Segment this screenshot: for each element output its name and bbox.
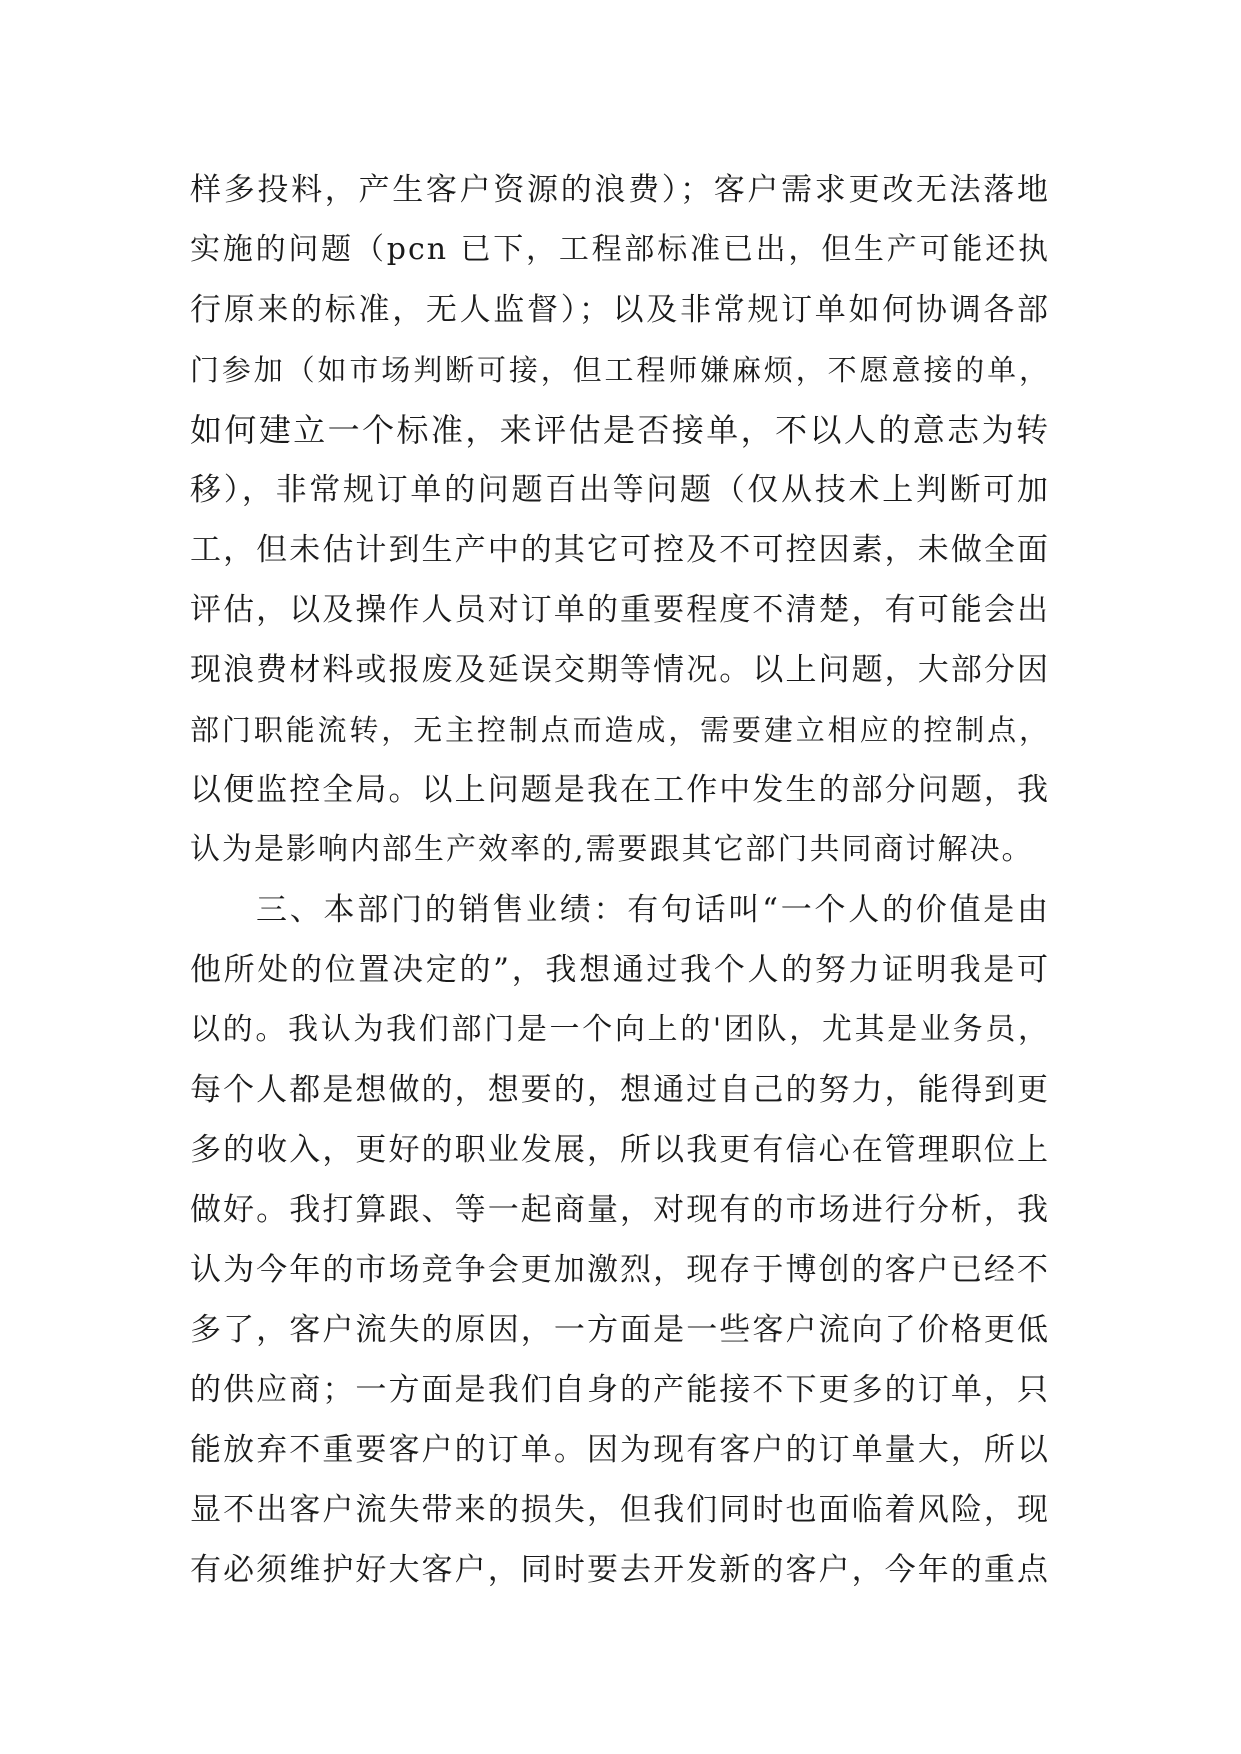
text-line: 显不出客户流失带来的损失，但我们同时也面临着风险，现 — [190, 1492, 1050, 1528]
text-line: 有必须维护好大客户，同时要去开发新的客户，今年的重点 — [190, 1552, 1050, 1588]
text-line: 工，但未估计到生产中的其它可控及不可控因素，未做全面 — [190, 532, 1050, 568]
section-heading-line: 三、本部门的销售业绩：有句话叫“一个人的价值是由 — [256, 892, 1050, 928]
text-line: 部门职能流转，无主控制点而造成，需要建立相应的控制点， — [190, 713, 1050, 747]
text-line: 多了，客户流失的原因，一方面是一些客户流向了价格更低 — [190, 1312, 1050, 1348]
text-line: 门参加（如市场判断可接，但工程师嫌麻烦，不愿意接的单， — [190, 353, 1050, 387]
text-line: 移），非常规订单的问题百出等问题（仅从技术上判断可加 — [190, 472, 1050, 508]
document-body — [190, 160, 1050, 1600]
text-line: 行原来的标准，无人监督）；以及非常规订单如何协调各部 — [190, 292, 1050, 328]
text-line: 他所处的位置决定的”，我想通过我个人的努力证明我是可 — [190, 952, 1050, 988]
text-line: 认为是影响内部生产效率的,需要跟其它部门共同商讨解决。 — [190, 832, 1034, 867]
text-line: 评估，以及操作人员对订单的重要程度不清楚，有可能会出 — [190, 592, 1050, 628]
text-line: 多的收入，更好的职业发展，所以我更有信心在管理职位上 — [190, 1132, 1050, 1168]
text-line: 每个人都是想做的，想要的，想通过自己的努力，能得到更 — [190, 1072, 1050, 1108]
text-line: 实施的问题（pcn 已下，工程部标准已出，但生产可能还执 — [190, 232, 1050, 267]
text-line: 现浪费材料或报废及延误交期等情况。以上问题，大部分因 — [190, 652, 1050, 688]
text-line: 以便监控全局。以上问题是我在工作中发生的部分问题，我 — [190, 772, 1050, 808]
text-line: 认为今年的市场竞争会更加激烈，现存于博创的客户已经不 — [190, 1252, 1050, 1288]
text-line: 的供应商；一方面是我们自身的产能接不下更多的订单，只 — [190, 1372, 1050, 1408]
text-line: 做好。我打算跟、等一起商量，对现有的市场进行分析，我 — [190, 1192, 1050, 1228]
text-line: 样多投料，产生客户资源的浪费）；客户需求更改无法落地 — [190, 172, 1050, 208]
text-line: 以的。我认为我们部门是一个向上的'团队，尤其是业务员， — [190, 1012, 1050, 1047]
text-line: 如何建立一个标准，来评估是否接单，不以人的意志为转 — [190, 411, 1050, 449]
text-line: 能放弃不重要客户的订单。因为现有客户的订单量大，所以 — [190, 1432, 1050, 1468]
